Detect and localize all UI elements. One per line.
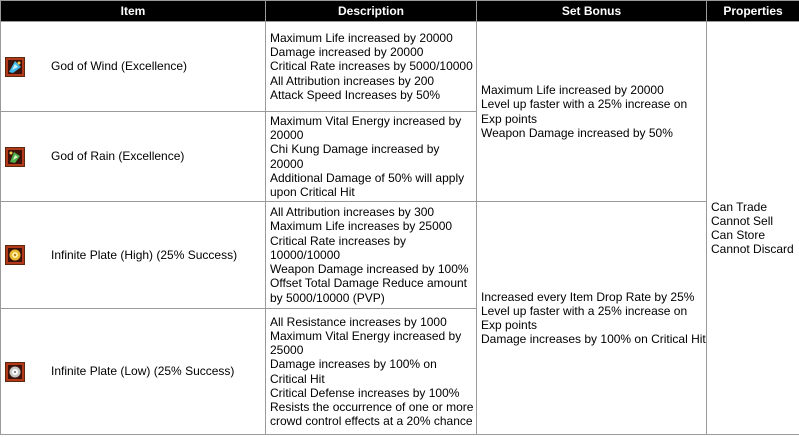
properties-cell xyxy=(707,22,799,435)
description-line: Critical Hit xyxy=(270,371,325,386)
description-line: 25000 xyxy=(270,343,304,358)
description-line: All Resistance increases by 1000 xyxy=(270,314,447,329)
description-line: 20000 xyxy=(270,156,304,171)
item-cell xyxy=(1,112,266,202)
item-cell xyxy=(1,202,266,309)
item-name: God of Rain (Excellence) xyxy=(51,149,185,164)
description-line: Damage increases by 100% on xyxy=(270,357,437,372)
set-bonus-line: Weapon Damage increased by 50% xyxy=(481,125,673,140)
description-line: by 5000/10000 (PVP) xyxy=(270,290,385,305)
item-name: Infinite Plate (Low) (25% Success) xyxy=(51,364,235,379)
description-line: Maximum Vital Energy increased by xyxy=(270,328,462,343)
item-cell xyxy=(1,309,266,435)
header-description: Description xyxy=(266,1,477,22)
description-cell xyxy=(266,112,477,202)
set-bonus-line: Maximum Life increased by 20000 xyxy=(481,83,664,98)
header-row xyxy=(1,1,799,22)
item-cell xyxy=(1,22,266,112)
header-set-bonus: Set Bonus xyxy=(477,1,707,22)
description-line: Damage increased by 20000 xyxy=(270,45,424,60)
property-line: Can Trade xyxy=(711,199,768,214)
set-bonus-cell xyxy=(477,22,707,202)
description-line: upon Critical Hit xyxy=(270,184,355,199)
description-line: Attack Speed Increases by 50% xyxy=(270,87,441,102)
description-line: Chi Kung Damage increased by xyxy=(270,142,440,157)
item-name: Infinite Plate (High) (25% Success) xyxy=(51,247,238,262)
description-line: Maximum Vital Energy increased by xyxy=(270,113,462,128)
god-of-wind-icon xyxy=(5,57,25,77)
description-line: 20000 xyxy=(270,128,304,143)
set-bonus-line: Level up faster with a 25% increase on xyxy=(481,97,688,112)
description-line: Critical Rate increases by xyxy=(270,233,407,248)
description-line: Critical Rate increases by 5000/10000 xyxy=(270,59,473,74)
description-line: Maximum Life increased by 20000 xyxy=(270,30,453,45)
description-cell xyxy=(266,22,477,112)
set-bonus-cell xyxy=(477,202,707,435)
set-bonus-line: Exp points xyxy=(481,318,538,332)
description-line: Critical Defense increases by 100% xyxy=(270,385,460,400)
set-bonus-line: Exp points xyxy=(481,111,538,126)
description-line: Offset Total Damage Reduce amount xyxy=(270,276,468,291)
property-line: Cannot Sell xyxy=(711,213,774,228)
description-line: Maximum Life increases by 25000 xyxy=(270,219,453,234)
description-cell xyxy=(266,202,477,309)
set-bonus-line: Damage increases by 100% on Critical Hit xyxy=(481,332,706,347)
table-row xyxy=(1,202,799,309)
infinite-plate-high-icon xyxy=(5,245,25,265)
header-item: Item xyxy=(1,1,266,22)
header-properties: Properties xyxy=(707,1,799,22)
description-line: Weapon Damage increased by 100% xyxy=(270,262,469,277)
set-bonus-line: Increased every Item Drop Rate by 25% xyxy=(481,289,695,304)
description-line: All Attribution increases by 200 xyxy=(270,73,435,88)
set-bonus-line: Level up faster with a 25% increase on xyxy=(481,303,688,318)
description-cell xyxy=(266,309,477,435)
description-line: Resists the occurrence of one or more xyxy=(270,399,474,414)
description-line: crowd control effects at a 20% chance xyxy=(270,414,473,429)
description-line: All Attribution increases by 300 xyxy=(270,205,435,220)
infinite-plate-low-icon xyxy=(5,362,25,382)
description-line: Additional Damage of 50% will apply xyxy=(270,170,465,185)
god-of-rain-icon xyxy=(5,147,25,167)
property-line: Can Store xyxy=(711,228,766,242)
description-line: 10000/10000 xyxy=(270,247,341,262)
property-line: Cannot Discard xyxy=(711,242,794,257)
item-name: God of Wind (Excellence) xyxy=(51,59,188,74)
table-row xyxy=(1,22,799,112)
